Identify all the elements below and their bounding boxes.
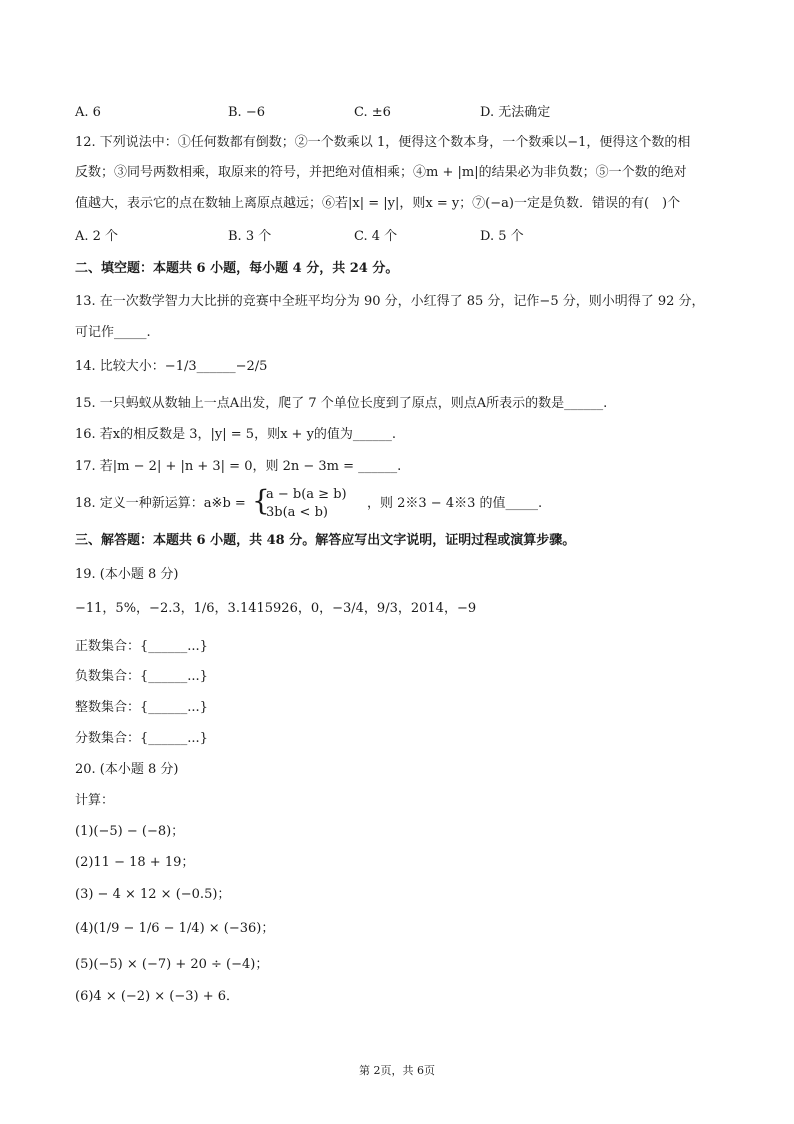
q12-option-a: A. 2 个 xyxy=(75,229,119,244)
q20-item-2: (2)11 − 18 + 19； xyxy=(75,855,195,870)
q19-numbers: −11，5%，−2.3，1/6，3.1415926，0，−3/4，9/3，2014，−9 xyxy=(75,601,477,616)
q13-line-1: 13. 在一次数学智力大比拼的竞赛中全班平均分为 90 分，小红得了 85 分，记作−5 分，则小明得了 92 分， xyxy=(75,294,705,309)
q12-line-1: 12. 下列说法中：①任何数都有倒数；②一个数乘以 1，便得这个数本身，一个数乘以−1，便得这个数的相 xyxy=(75,135,691,150)
q18-case-2: 3b(a < b) xyxy=(266,505,328,520)
q11-option-b: B. −6 xyxy=(228,105,265,120)
q18-suffix: ，则 2※3 − 4※3 的值_____. xyxy=(367,496,543,511)
q20-item-4: (4)(1/9 − 1/6 − 1/4) × (−36)； xyxy=(75,921,275,936)
q20-item-5: (5)(−5) × (−7) + 20 ÷ (−4)； xyxy=(75,957,269,972)
q11-option-c: C. ±6 xyxy=(354,105,391,120)
q20-item-6: (6)4 × (−2) × (−3) + 6． xyxy=(75,989,240,1004)
q11-option-a: A. 6 xyxy=(75,105,101,120)
q19-heading: 19. (本小题 8 分) xyxy=(75,567,179,582)
q18-case-1: a − b(a ≥ b) xyxy=(266,487,347,502)
q19-set-fraction: 分数集合：{______...} xyxy=(75,731,208,746)
q12-option-c: C. 4 个 xyxy=(354,229,398,244)
q19-set-integer: 整数集合：{______...} xyxy=(75,700,208,715)
q18-brace: { xyxy=(252,484,270,517)
section-3-title: 三、解答题：本题共 6 小题，共 48 分。解答应写出文字说明，证明过程或演算步骤。 xyxy=(75,533,576,548)
q12-line-3: 值越大，表示它的点在数轴上离原点越远；⑥若|x| = |y|，则x = y；⑦(−a)一定是负数．错误的有( )个 xyxy=(75,196,681,211)
q13-line-2: 可记作_____. xyxy=(75,325,151,340)
q15: 15. 一只蚂蚁从数轴上一点A出发，爬了 7 个单位长度到了原点，则点A所表示的数是______. xyxy=(75,396,608,411)
q16: 16. 若x的相反数是 3，|y| = 5，则x + y的值为______. xyxy=(75,427,397,442)
q17: 17. 若|m − 2| + |n + 3| = 0，则 2n − 3m = ______. xyxy=(75,459,402,474)
q19-set-negative: 负数集合：{______...} xyxy=(75,669,208,684)
q12-option-b: B. 3 个 xyxy=(228,229,272,244)
q20-item-3: (3) − 4 × 12 × (−0.5)； xyxy=(75,887,231,902)
q11-option-d: D. 无法确定 xyxy=(480,105,551,120)
q14: 14. 比较大小：−1/3______−2/5 xyxy=(75,359,268,374)
q20-heading: 20. (本小题 8 分) xyxy=(75,762,179,777)
q19-set-positive: 正数集合：{______...} xyxy=(75,639,208,654)
page-footer: 第 2页，共 6页 xyxy=(359,1064,435,1077)
q20-item-1: (1)(−5) − (−8)； xyxy=(75,824,185,839)
section-2-title: 二、填空题：本题共 6 小题，每小题 4 分，共 24 分。 xyxy=(75,261,399,276)
q12-option-d: D. 5 个 xyxy=(480,229,524,244)
q18-prefix: 18. 定义一种新运算：a※b = xyxy=(75,496,246,511)
q20-intro: 计算： xyxy=(75,793,115,808)
q12-line-2: 反数；③同号两数相乘，取原来的符号，并把绝对值相乘；④m + |m|的结果必为非负数；⑤一个数的绝对 xyxy=(75,165,687,180)
